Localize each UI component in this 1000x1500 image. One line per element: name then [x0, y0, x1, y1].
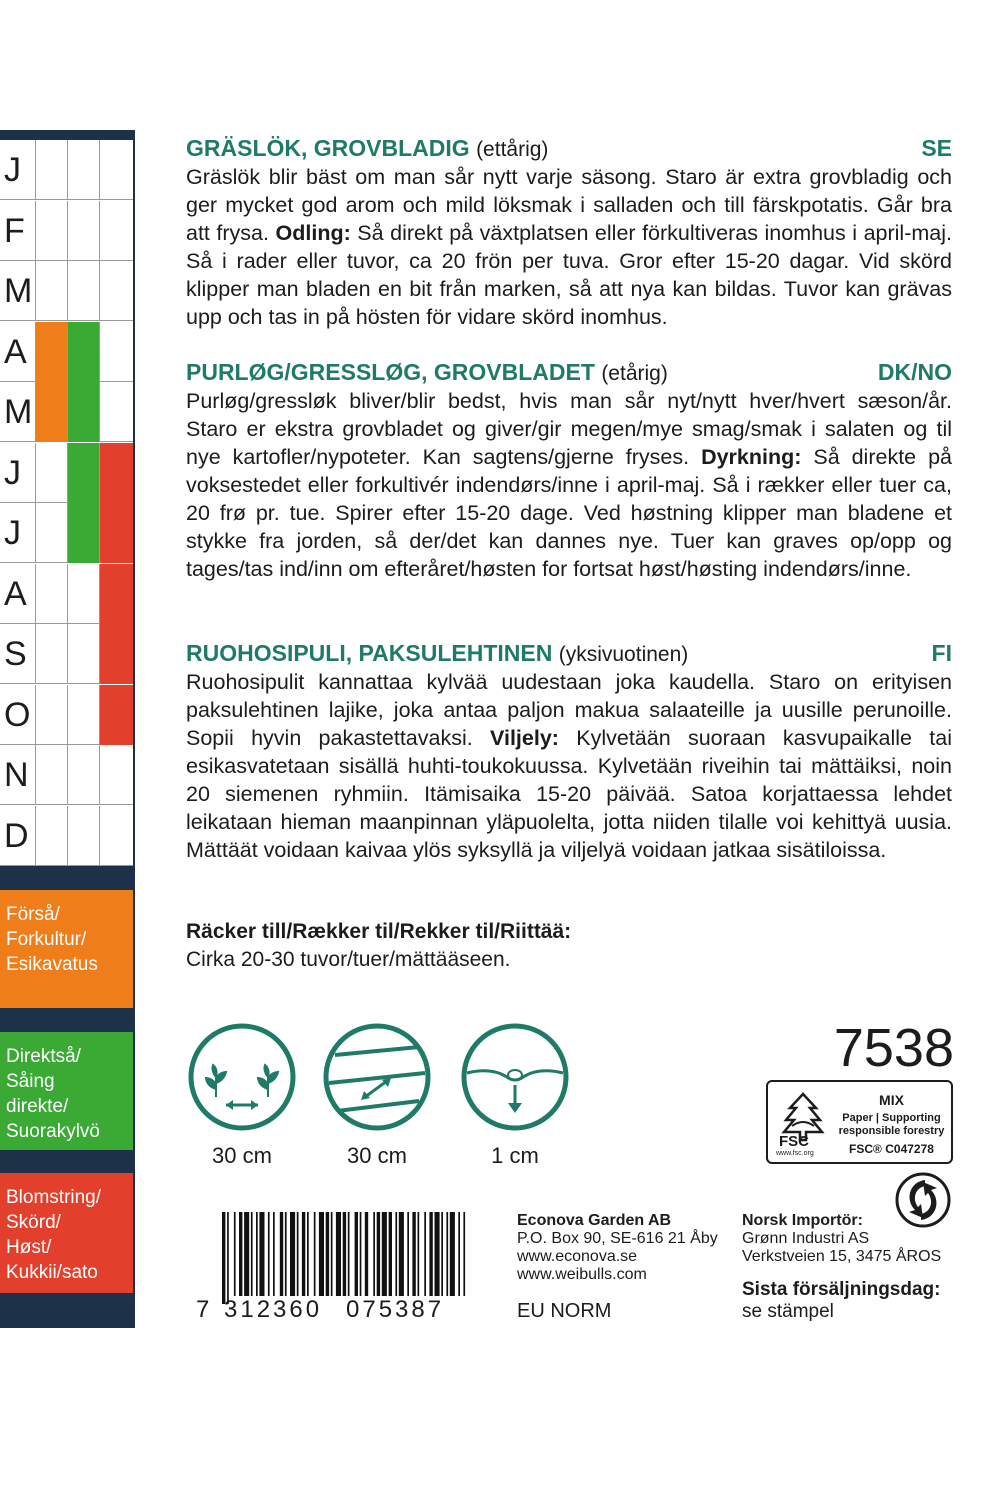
calendar-cell [68, 624, 100, 684]
plant-spacing-icon [188, 1023, 296, 1131]
barcode-bar [412, 1212, 415, 1296]
sowing-depth-label: 1 cm [491, 1143, 539, 1168]
calendar-cell [100, 564, 133, 624]
legend-line: Såing [6, 1071, 55, 1092]
calendar-cell [68, 503, 100, 563]
barcode-bar [273, 1212, 275, 1296]
calendar-cell [100, 443, 133, 503]
section-title: PURLØG/GRESSLØG, GROVBLADET [186, 359, 595, 385]
calendar-month-row [0, 503, 133, 563]
calendar-month-row [0, 564, 133, 624]
fsc-mix: MIX [879, 1092, 904, 1108]
fsc-line2: responsible forestry [838, 1125, 945, 1137]
barcode-bar [343, 1212, 346, 1296]
calendar-month-row [0, 745, 133, 805]
section-subtitle: (ettårig) [476, 138, 549, 161]
barcode-bar [365, 1212, 368, 1296]
barcode-digits-left: 312360 [224, 1296, 323, 1323]
barcode-bar [227, 1212, 229, 1304]
month-letter: J [0, 443, 36, 503]
yield-heading: Räcker till/Rækker til/Rekker til/Riittää: [186, 920, 572, 943]
calendar-cell [68, 443, 100, 503]
body-bold-label: Odling: [275, 221, 351, 245]
calendar-cell [100, 503, 133, 563]
barcode-bar [326, 1212, 329, 1296]
calendar-month-row [0, 201, 133, 261]
calendar-cell [36, 564, 68, 624]
barcode-bar [331, 1212, 333, 1296]
barcode-bar [446, 1212, 448, 1296]
calendar-cell [100, 322, 133, 382]
section-heading [186, 638, 952, 668]
row-spacing-icon [323, 1023, 431, 1131]
legend-line: direkte/ [6, 1096, 69, 1117]
section-finnish [186, 638, 952, 864]
calendar-cell [100, 140, 133, 200]
fsc-label [766, 1080, 953, 1164]
legend-line: Kukkii/sato [6, 1262, 98, 1283]
company-address: P.O. Box 90, SE-616 21 Åby [517, 1230, 718, 1247]
barcode-bar [336, 1212, 341, 1296]
calendar-cell [68, 261, 100, 321]
calendar-cell [36, 503, 68, 563]
barcode-bar [424, 1212, 426, 1296]
legend-harvest [0, 1173, 133, 1293]
calendar-cell [36, 685, 68, 745]
calendar-month-row [0, 624, 133, 684]
barcode-bar [348, 1212, 350, 1296]
barcode-digit-first: 7 [196, 1296, 210, 1323]
month-letter: N [0, 745, 36, 805]
calendar-cell [100, 624, 133, 684]
fsc-url: www.fsc.org [776, 1150, 814, 1157]
barcode-bar [251, 1212, 253, 1296]
calendar-cell [36, 261, 68, 321]
barcode-bar [285, 1212, 287, 1296]
calendar-cell [36, 322, 68, 382]
article-number: 7538 [833, 1018, 954, 1078]
legend-line: Förså/ [6, 904, 60, 925]
calendar-cell [100, 201, 133, 261]
section-title: RUOHOSIPULI, PAKSULEHTINEN [186, 640, 553, 666]
legend-line: Forkultur/ [6, 929, 87, 950]
legend-line: Høst/ [6, 1237, 52, 1258]
body-text: Kylvetään suoraan kasvupaikalle tai esikasvatetaan sisällä huhti-toukokuussa. Kylvetään riveihin tai mättäiksi, noin 20 siemenen ryhmiin. Itämisaika 15-20 päivää. Satoa korjattaessa lehdet leikataan hieman maanpinnan yläpuolelta, jotta niiden tilalle voi kehittyä uusia. Mättäät voidaan kaivaa ylös syksyllä ja viljelyä voidaan jatkaa sisätiloissa. [186, 726, 952, 862]
calendar-cell [68, 685, 100, 745]
section-heading [186, 357, 952, 387]
calendar-month-row [0, 382, 133, 442]
barcode-bar [268, 1212, 270, 1296]
calendar-cell [36, 201, 68, 261]
calendar-cell [100, 261, 133, 321]
legend-presow [0, 890, 133, 1008]
calendar-cell [36, 624, 68, 684]
legend-line: Suorakylvö [6, 1121, 100, 1142]
barcode-bar [355, 1212, 358, 1296]
calendar-cell [36, 140, 68, 200]
calendar-month-row [0, 322, 133, 382]
company-web-1: www.econova.se [517, 1248, 638, 1265]
barcode-bar [407, 1212, 409, 1296]
section-body [186, 668, 952, 864]
calendar-cell [100, 745, 133, 805]
month-letter: O [0, 685, 36, 745]
last-sale-heading: Sista försäljningsdag: [742, 1279, 941, 1300]
section-title: GRÄSLÖK, GROVBLADIG [186, 135, 470, 161]
calendar-cell [36, 382, 68, 442]
barcode-bar [429, 1212, 432, 1296]
calendar-month-row [0, 140, 133, 200]
calendar-month-row [0, 261, 133, 321]
barcode-bar [435, 1212, 440, 1296]
body-bold-label: Viljely: [490, 726, 559, 750]
barcode-bars [196, 1212, 474, 1304]
body-bold-label: Dyrkning: [701, 445, 802, 469]
month-letter: M [0, 261, 36, 321]
barcode-bar [418, 1212, 420, 1296]
sowing-depth-icon [461, 1023, 569, 1131]
barcode [196, 1212, 474, 1324]
barcode-bar [395, 1212, 397, 1296]
legend-direct-sow [0, 1032, 133, 1150]
section-swedish [186, 133, 952, 331]
fsc-line1: Paper | Supporting [842, 1112, 941, 1124]
calendar-month-row [0, 806, 133, 866]
barcode-bar [280, 1212, 283, 1296]
month-letter: J [0, 140, 36, 200]
legend-line: Skörd/ [6, 1212, 61, 1233]
month-letter: A [0, 564, 36, 624]
barcode-bar [290, 1212, 295, 1296]
barcode-bar [256, 1212, 258, 1296]
plant-spacing-label: 30 cm [212, 1143, 272, 1168]
barcode-bar [239, 1212, 242, 1296]
importer-address: Verkstveien 15, 3475 ÅROS [742, 1248, 942, 1265]
barcode-bar [314, 1212, 316, 1296]
section-body [186, 387, 952, 583]
month-letter: J [0, 503, 36, 563]
barcode-bar [463, 1212, 465, 1296]
body-text: Så direkt på växtplatsen eller förkultiveras inomhus i april-maj. Så i rader eller tuvor, ca 20 frön per tuva. Gror efter 15-20 dagar. Vid skörd klipper man bladen en bit från marken, så att nya kan bildas. Tuvor kan grävas upp och tas in på hösten för vidare skörd inomhus. [186, 221, 952, 329]
importer-name: Grønn Industri AS [742, 1230, 870, 1247]
body-text: Så direkte på voksestedet eller forkultivér indendørs/inne i april-maj. Så i rækker eller tuer ca, 20 frø pr. tue. Spirer efter 15-20 dage. Ved høstning klipper man bladene et stykke fra jorden, så der/det kan dannes nye. Tuer kan graves op/opp og tages/tas ind/inn om efteråret/høsten for fortsat høst/høsting indendørs/inne. [186, 445, 952, 581]
month-letter: D [0, 806, 36, 866]
legend-line: Esikavatus [6, 954, 98, 975]
calendar-cell [68, 140, 100, 200]
body-text: Gräslök blir bäst om man sår nytt varje säsong. Staro är extra grovbladig och ger mycket god arom och mild löksmak i salladen och till färskpotatis. Går bra att frysa. [186, 165, 952, 245]
section-danish-norwegian [186, 357, 952, 583]
eu-norm: EU NORM [517, 1300, 612, 1322]
barcode-bar [319, 1212, 324, 1296]
calendar-cell [68, 745, 100, 805]
section-subtitle: (etårig) [601, 362, 668, 385]
month-letter: A [0, 322, 36, 382]
barcode-bar [222, 1212, 225, 1304]
language-code: DK/NO [877, 359, 952, 385]
calendar-month-row [0, 685, 133, 745]
barcode-bar [441, 1212, 443, 1296]
calendar-cell [100, 806, 133, 866]
company-name: Econova Garden AB [517, 1212, 672, 1229]
barcode-bar [360, 1212, 362, 1296]
section-subtitle: (yksivuotinen) [558, 643, 689, 666]
importer-heading: Norsk Importör: [742, 1212, 863, 1229]
calendar-cell [36, 745, 68, 805]
calendar-cell [68, 322, 100, 382]
barcode-bar [302, 1212, 305, 1296]
calendar-cell [100, 685, 133, 745]
calendar-cell [68, 201, 100, 261]
body-text: Ruohosipulit kannattaa kylvää uudestaan joka kaudella. Staro on erityisen paksulehtinen lajike, joka antaa paljon makua salaateille ja uusille perunoille. Sopii hyvin pakastettavaksi. [186, 670, 952, 750]
barcode-bar [373, 1212, 375, 1296]
barcode-bar [389, 1212, 392, 1296]
fsc-code: FSC® C047278 [849, 1142, 934, 1156]
calendar-cell [68, 806, 100, 866]
calendar-cell [68, 564, 100, 624]
legend-line: Direktså/ [6, 1046, 81, 1067]
row-spacing-label: 30 cm [347, 1143, 407, 1168]
fsc-logo-text: FSC [779, 1133, 809, 1150]
barcode-bar [244, 1212, 249, 1296]
month-letter: M [0, 382, 36, 442]
month-letter: F [0, 201, 36, 261]
barcode-digits-right: 075387 [346, 1296, 445, 1323]
month-calendar [0, 140, 133, 866]
body-text: Purløg/gressløk bliver/blir bedst, hvis man sår nyt/nytt hver/hvert sæson/år. Staro er ekstra grovbladet og giver/gir megen/mye smag/smak i salaten og til nye kartofler/nypoteter. Kan sagtens/gjerne fryses. [186, 389, 952, 469]
yield-text: Cirka 20-30 tuvor/tuer/mättääseen. [186, 948, 511, 971]
barcode-bar [259, 1212, 264, 1296]
calendar-cell [36, 806, 68, 866]
barcode-bar [399, 1212, 404, 1296]
barcode-bar [458, 1212, 460, 1296]
section-heading [186, 133, 952, 163]
barcode-bar [297, 1212, 299, 1296]
barcode-bar [450, 1212, 455, 1296]
calendar-month-row [0, 443, 133, 503]
calendar-cell [36, 443, 68, 503]
legend-line: Blomstring/ [6, 1187, 102, 1208]
barcode-bar [234, 1212, 236, 1296]
barcode-bar [382, 1212, 387, 1296]
barcode-bar [377, 1212, 380, 1296]
language-code: SE [921, 135, 952, 161]
month-letter: S [0, 624, 36, 684]
company-web-2: www.weibulls.com [517, 1266, 647, 1283]
calendar-cell [100, 382, 133, 442]
barcode-bar [307, 1212, 309, 1296]
recycling-icon [895, 1172, 951, 1228]
calendar-cell [68, 382, 100, 442]
last-sale-text: se stämpel [742, 1301, 834, 1322]
section-body [186, 163, 952, 331]
language-code: FI [931, 640, 952, 666]
sowing-calendar-strip [0, 130, 135, 1328]
